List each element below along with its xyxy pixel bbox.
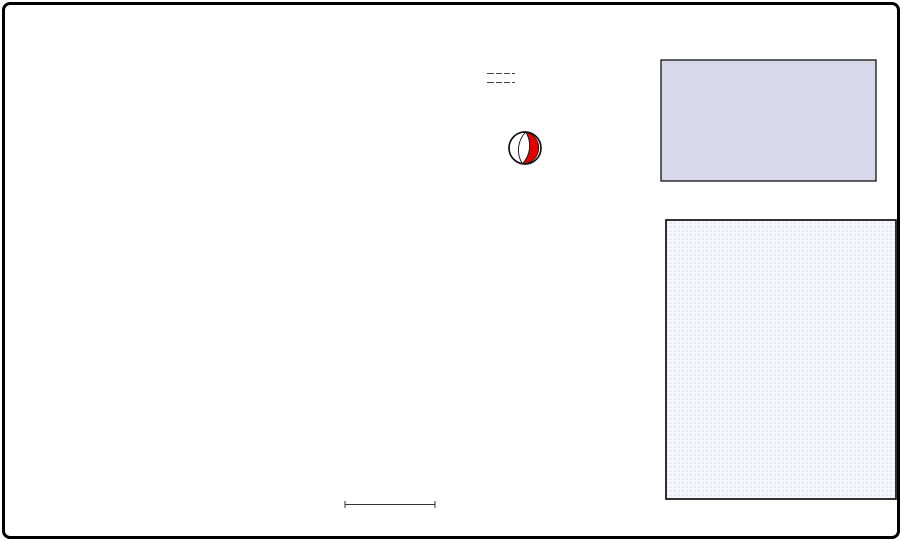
location-row bbox=[487, 26, 663, 36]
misfit-reduction-plot bbox=[633, 48, 895, 213]
time-scalebar bbox=[344, 500, 436, 511]
scalebar-line bbox=[344, 500, 436, 509]
station-map bbox=[646, 210, 902, 512]
amplitude-unit bbox=[437, 502, 441, 513]
nodal-planes-table bbox=[487, 71, 515, 84]
beachball-icon bbox=[503, 126, 547, 170]
